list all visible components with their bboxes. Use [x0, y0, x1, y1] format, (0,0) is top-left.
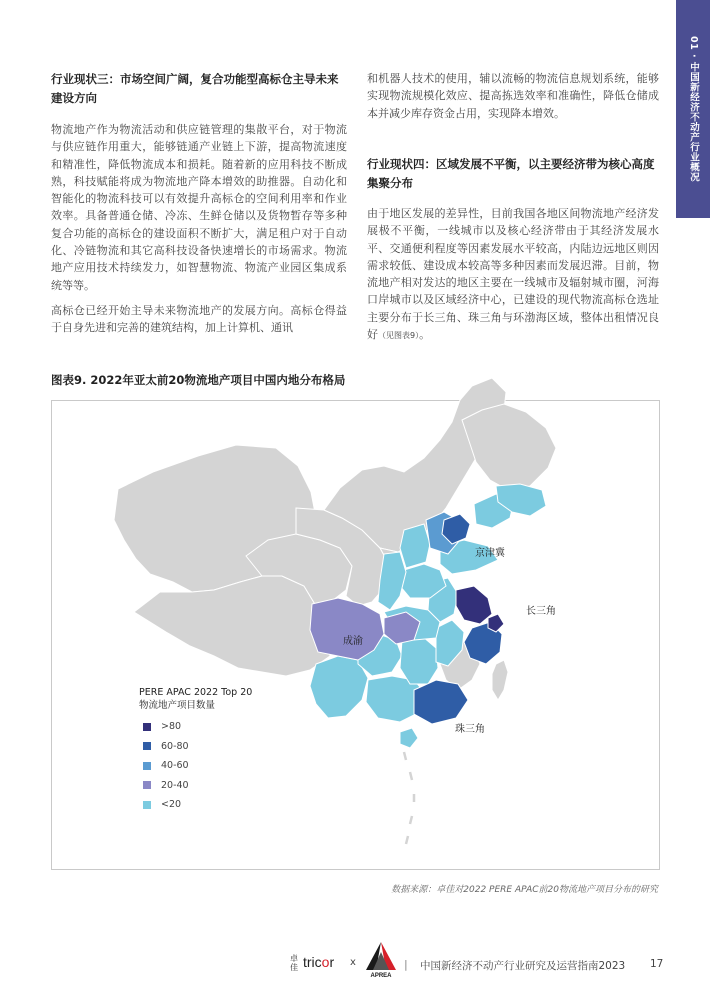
legend-item: 20-40: [143, 776, 189, 796]
province-tibet: [134, 576, 330, 676]
figure-source: 数据来源：卓佳对2022 PERE APAC前20物流地产项目分布的研究: [391, 885, 658, 895]
province-heilongjiang: [462, 404, 556, 490]
south-sea-dashes: [404, 752, 414, 844]
legend-item: 60-80: [143, 737, 189, 757]
section-heading-3: 行业现状三：市场空间广阔，复合功能型高标仓主导未来建设方向: [51, 72, 339, 105]
legend-swatch: [143, 781, 151, 789]
legend-item: <20: [143, 795, 189, 815]
province-shanghai: [488, 614, 504, 632]
province-guangdong: [414, 680, 468, 724]
paragraph-high-standard-warehouse: 高标仓已经开始主导未来物流地产的发展方向。高标仓得益于自身先进和完善的建筑结构，加上计算机、通讯: [51, 304, 347, 335]
section-side-tab-label: 01 · 中国新经济不动产行业概况: [688, 36, 699, 182]
province-shanxi: [400, 524, 430, 568]
legend-title-line1: PERE APAC 2022 Top 20: [139, 687, 253, 698]
aprea-logo: [362, 940, 402, 980]
tricor-logo-chinese: 卓佳: [290, 954, 298, 972]
legend-swatch: [143, 762, 151, 770]
legend-swatch: [143, 723, 151, 731]
aprea-logo-text: APREA: [370, 973, 392, 979]
page-number: 17: [650, 958, 664, 970]
footer-title: 中国新经济不动产行业研究及运营指南2023: [420, 960, 626, 972]
province-hunan: [400, 636, 438, 684]
paragraph-regional-development: 由于地区发展的差异性，目前我国各地区间物流地产经济发展极不平衡，一线城市以及核心经济带由于其经济发展水平、交通便利程度等因素发展水平较高，内陆边远地区则因需求较低、建设成本较高等多种因素而发展迟滞。目前，物流地产相对发达的地区主要在一线城市及辐射城市圈，河海口岸城市以及区域经济中心，已建设的现代物流高标仓选址主要分布于长三角、珠三角与环渤海区域，整体出租情况良好（见图表9）。: [367, 207, 659, 342]
region-label-changsanjiao: 长三角: [526, 606, 556, 617]
province-sichuan: [310, 598, 384, 660]
section-heading-4: 行业现状四：区域发展不平衡，以主要经济带为核心高度集聚分布: [367, 157, 655, 190]
logo-separator: x: [350, 957, 356, 968]
province-jiangsu: [456, 586, 492, 624]
region-label-jingjinji: 京津冀: [475, 548, 505, 559]
paragraph-robot-technology: 和机器人技术的使用，辅以流畅的物流信息规划系统，能够实现物流规模化效应、提高拣选效率和准确性，降低仓储成本并减少库存资金占用，实现降本增效。: [367, 72, 659, 120]
paragraph-market-space: 物流地产作为物流活动和供应链管理的集散平台，对于物流与供应链作用重大，能够链通产业链上下游，提高物流速度和精准性，降低物流成本和损耗。随着新的应用科技不断成熟，科技赋能将成为物流地产降本增效的助推器。自动化和智能化的物流科技可以有效提升高标仓的空间利用率和作业效率。具备普通仓储、冷冻、生鲜仓储以及货物暂存等多种复合功能的高标仓的建设面积不断扩大，满足租户对于自动化、冷链物流和其它高科技设备快速增长的市场需求。物流地产应用技术持续发力，如智慧物流、物流产业园区集成系统等等。: [51, 123, 347, 292]
legend-swatch: [143, 742, 151, 750]
province-taiwan: [492, 660, 508, 700]
south-china-sea-islands: [404, 752, 414, 844]
footer-divider: |: [404, 958, 408, 971]
region-label-zhusanjiao: 珠三角: [455, 724, 485, 735]
legend-item: 40-60: [143, 756, 189, 776]
legend-swatch: [143, 801, 151, 809]
legend-item: >80: [143, 717, 189, 737]
legend-title-line2: 物流地产项目数量: [139, 700, 216, 711]
province-hainan: [400, 728, 418, 748]
region-label-chengyu: 成渝: [343, 636, 363, 647]
map-legend: [143, 717, 189, 815]
figure-reference: （见图表9）: [378, 331, 420, 341]
page-footer: [0, 940, 710, 990]
tricor-logo: tricor: [303, 954, 335, 970]
figure-title: 图表9. 2022年亚太前20物流地产项目中国内地分布格局: [51, 373, 346, 387]
legend-title: [139, 686, 252, 712]
